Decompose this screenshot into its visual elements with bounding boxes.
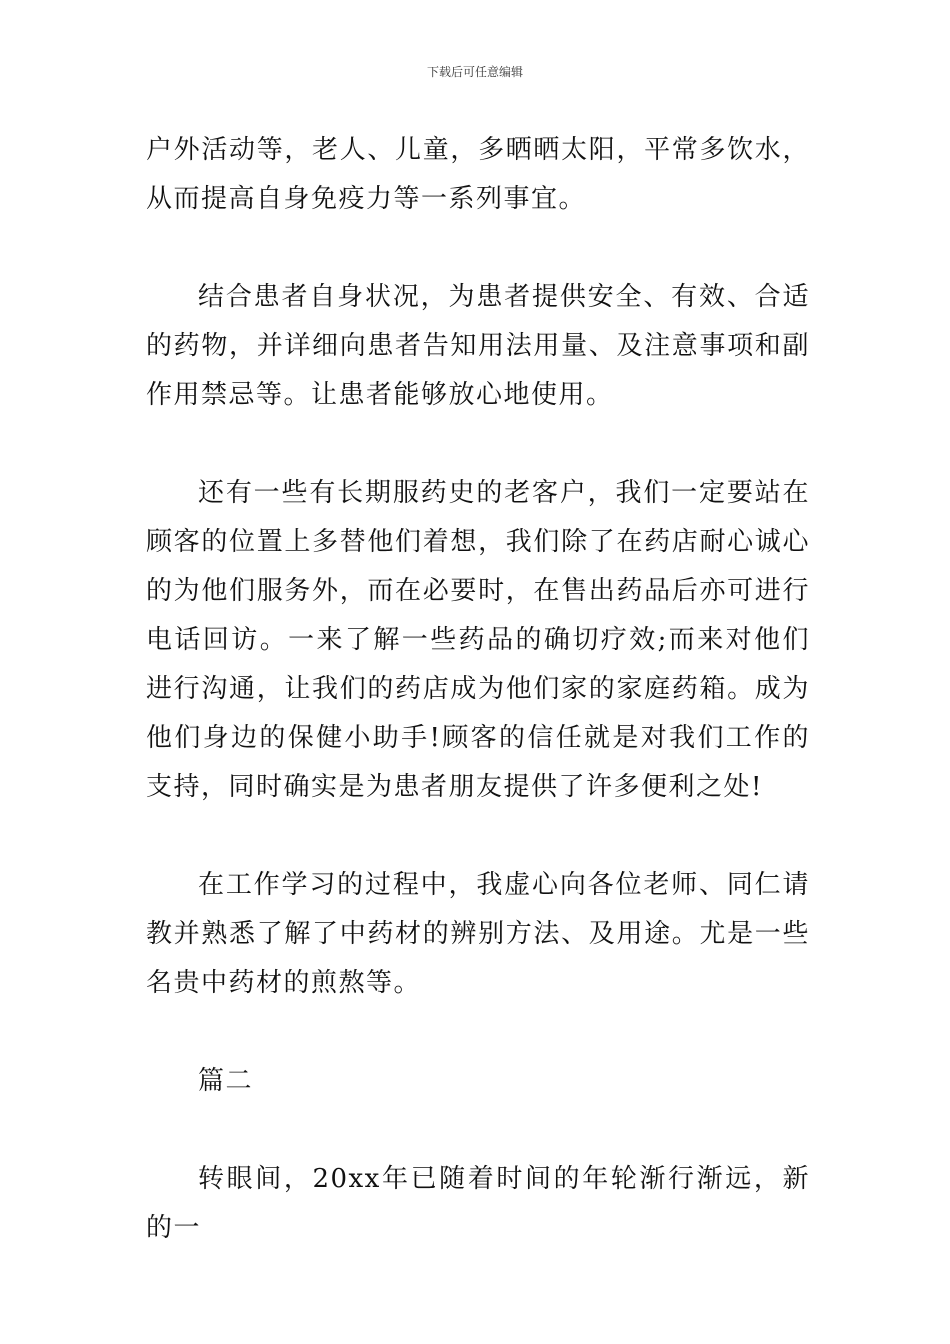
- paragraph-gap: [146, 1106, 810, 1155]
- paragraph-3: 还有一些有长期服药史的老客户，我们一定要站在顾客的位置上多替他们着想，我们除了在药店耐心诚心的为他们服务外，而在必要时，在售出药品后亦可进行电话回访。一来了解一些药品的确切疗效;而来对他们进行沟通，让我们的药店成为他们家的家庭药箱。成为他们身边的保健小助手!顾客的信任就是对我们工作的支持，同时确实是为患者朋友提供了许多便利之处!: [146, 478, 810, 802]
- section-heading: 篇二: [198, 1066, 254, 1096]
- page-header: 下载后可任意编辑: [426, 65, 523, 79]
- paragraph-5: 转眼间，20xx年已随着时间的年轮渐行渐远，新的一: [146, 1164, 810, 1243]
- paragraph-gap: [146, 224, 810, 273]
- paragraph-gap: [146, 812, 810, 861]
- paragraph-4: 在工作学习的过程中，我虚心向各位老师、同仁请教并熟悉了解了中药材的辨别方法、及用途。尤是一些名贵中药材的煎熬等。: [146, 870, 810, 998]
- paragraph-gap: [146, 1008, 810, 1057]
- paragraph-2: 结合患者自身状况，为患者提供安全、有效、合适的药物，并详细向患者告知用法用量、及注意事项和副作用禁忌等。让患者能够放心地使用。: [146, 282, 810, 410]
- paragraph-1: 户外活动等，老人、儿童，多晒晒太阳，平常多饮水，从而提高自身免疫力等一系列事宜。: [146, 135, 810, 214]
- paragraph-gap: [146, 420, 810, 469]
- document-body: [146, 126, 810, 1253]
